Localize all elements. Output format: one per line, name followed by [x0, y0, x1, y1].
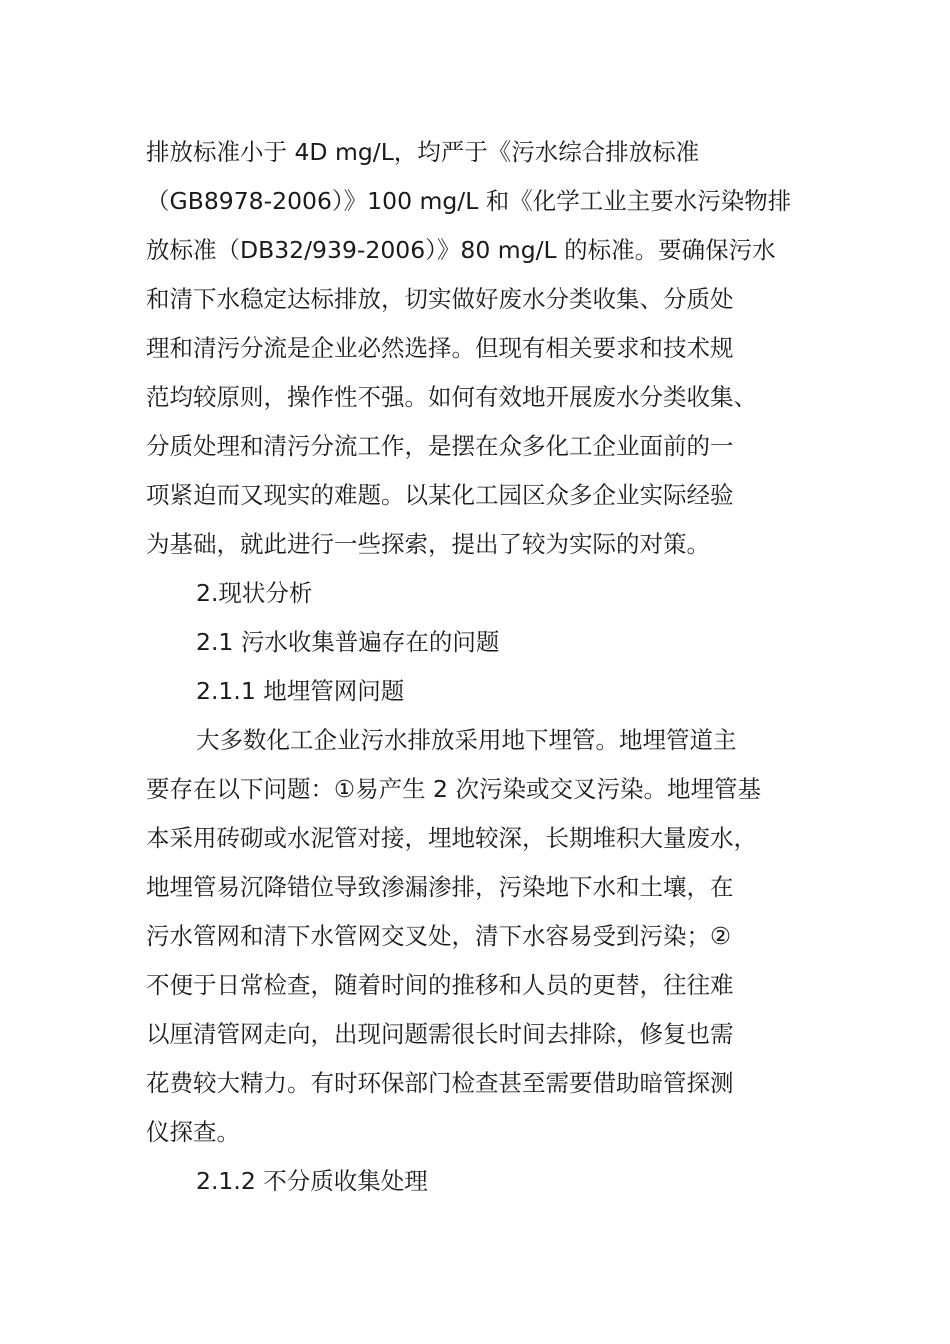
text-line: 排放标准小于 4D mg/L，均严于《污水综合排放标准	[146, 138, 700, 166]
text-line: 污水管网和清下水管网交叉处，清下水容易受到污染；②	[146, 922, 732, 950]
text-line: 2.现状分析	[196, 579, 313, 607]
text-line: 地埋管易沉降错位导致渗漏渗排，污染地下水和土壤，在	[146, 873, 734, 901]
text-line: 2.1.1 地埋管网问题	[196, 677, 405, 705]
text-line: 本采用砖砌或水泥管对接，埋地较深，长期堆积大量废水，	[146, 824, 757, 852]
text-line: 和清下水稳定达标排放，切实做好废水分类收集、分质处	[146, 285, 734, 313]
text-line: 要存在以下问题：①易产生 2 次污染或交叉污染。地埋管基	[146, 775, 761, 803]
text-line: 项紧迫而又现实的难题。以某化工园区众多企业实际经验	[146, 481, 734, 509]
text-line: 2.1 污水收集普遍存在的问题	[196, 628, 500, 656]
text-line: 大多数化工企业污水排放采用地下埋管。地埋管道主	[196, 726, 737, 754]
text-line: 分质处理和清污分流工作，是摆在众多化工企业面前的一	[146, 432, 734, 460]
text-line: （GB8978-2006）》100 mg/L 和《化学工业主要水污染物排	[146, 187, 792, 215]
text-line: 仪探查。	[146, 1118, 240, 1146]
text-line: 理和清污分流是企业必然选择。但现有相关要求和技术规	[146, 334, 734, 362]
text-line: 范均较原则，操作性不强。如何有效地开展废水分类收集、	[146, 383, 757, 411]
text-line: 花费较大精力。有时环保部门检查甚至需要借助暗管探测	[146, 1069, 734, 1097]
text-line: 2.1.2 不分质收集处理	[196, 1167, 428, 1195]
text-line: 为基础，就此进行一些探索，提出了较为实际的对策。	[146, 530, 710, 558]
text-line: 放标准（DB32/939-2006）》80 mg/L 的标准。要确保污水	[146, 236, 776, 264]
text-line: 不便于日常检查，随着时间的推移和人员的更替，往往难	[146, 971, 734, 999]
text-line: 以厘清管网走向，出现问题需很长时间去排除，修复也需	[146, 1020, 734, 1048]
body-text	[146, 128, 816, 1206]
